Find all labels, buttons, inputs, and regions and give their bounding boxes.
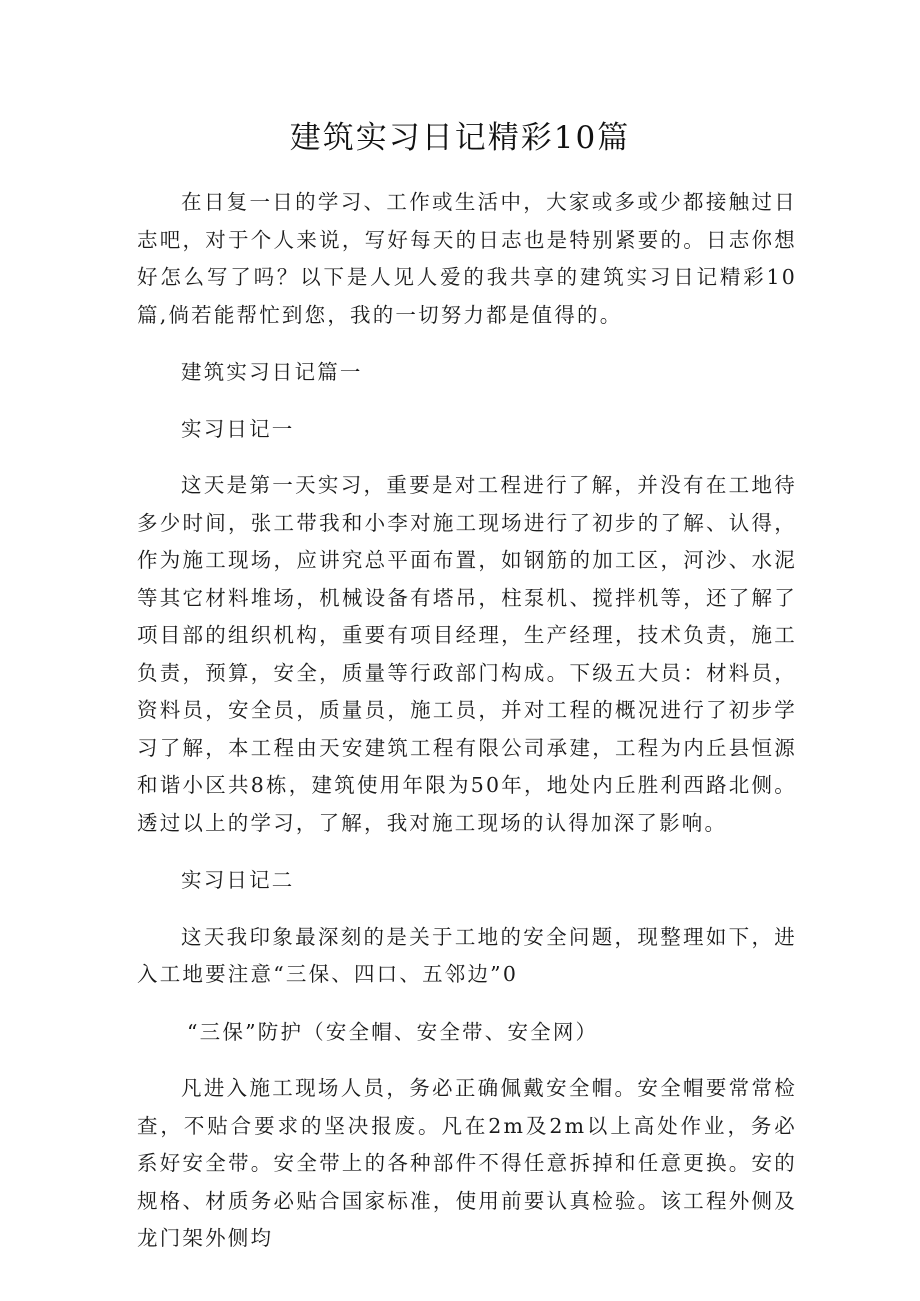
document-body (137, 184, 797, 1278)
safety-paragraph: 凡进入施工现场人员，务必正确佩戴安全帽。安全帽要常常检查，不贴合要求的坚决报废。凡在2m及2m以上高处作业，务必系好安全带。安全带上的各种部件不得任意拆掉和任意更换。安的规格、材质务必贴合国家标准，使用前要认真检验。该工程外侧及龙门架外侧均 (137, 1076, 797, 1250)
document-title: 建筑实习日记精彩10篇 (289, 120, 631, 156)
diary-two-paragraph: 这天我印象最深刻的是关于工地的安全问题，现整理如下，进入工地要注意“三保、四口、五邻边”0 (137, 924, 797, 986)
three-protections-heading: “三保”防护（安全帽、安全带、安全网） (187, 1019, 599, 1044)
intro-paragraph: 在日复一日的学习、工作或生活中，大家或多或少都接触过日志吧，对于个人来说，写好每天的日志也是特别紧要的。日志你想好怎么写了吗？以下是人见人爱的我共享的建筑实习日记精彩10篇,倘若能帮忙到您，我的一切努力都是值得的。 (137, 190, 797, 327)
subheading-diary-two: 实习日记二 (181, 868, 295, 892)
section-heading-part-one: 建筑实习日记篇一 (181, 360, 363, 384)
subheading-diary-one: 实习日记一 (181, 416, 295, 441)
diary-one-paragraph: 这天是第一天实习，重要是对工程进行了解，并没有在工地待多少时间，张工带我和小李对施工现场进行了初步的了解、认得，作为施工现场，应讲究总平面布置，如钢筋的加工区，河沙、水泥等其它材料堆场，机械设备有塔吊，柱泵机、搅拌机等，还了解了项目部的组织机构，重要有项目经理，生产经理，技术负责，施工负责，预算，安全，质量等行政部门构成。下级五大员：材料员，资料员，安全员，质量员，施工员，并对工程的概况进行了初步学习了解，本工程由天安建筑工程有限公司承建，工程为内丘县恒源和谐小区共8栋，建筑使用年限为50年，地处内丘胜利西路北侧。透过以上的学习，了解，我对施工现场的认得加深了影响。 (137, 473, 797, 835)
